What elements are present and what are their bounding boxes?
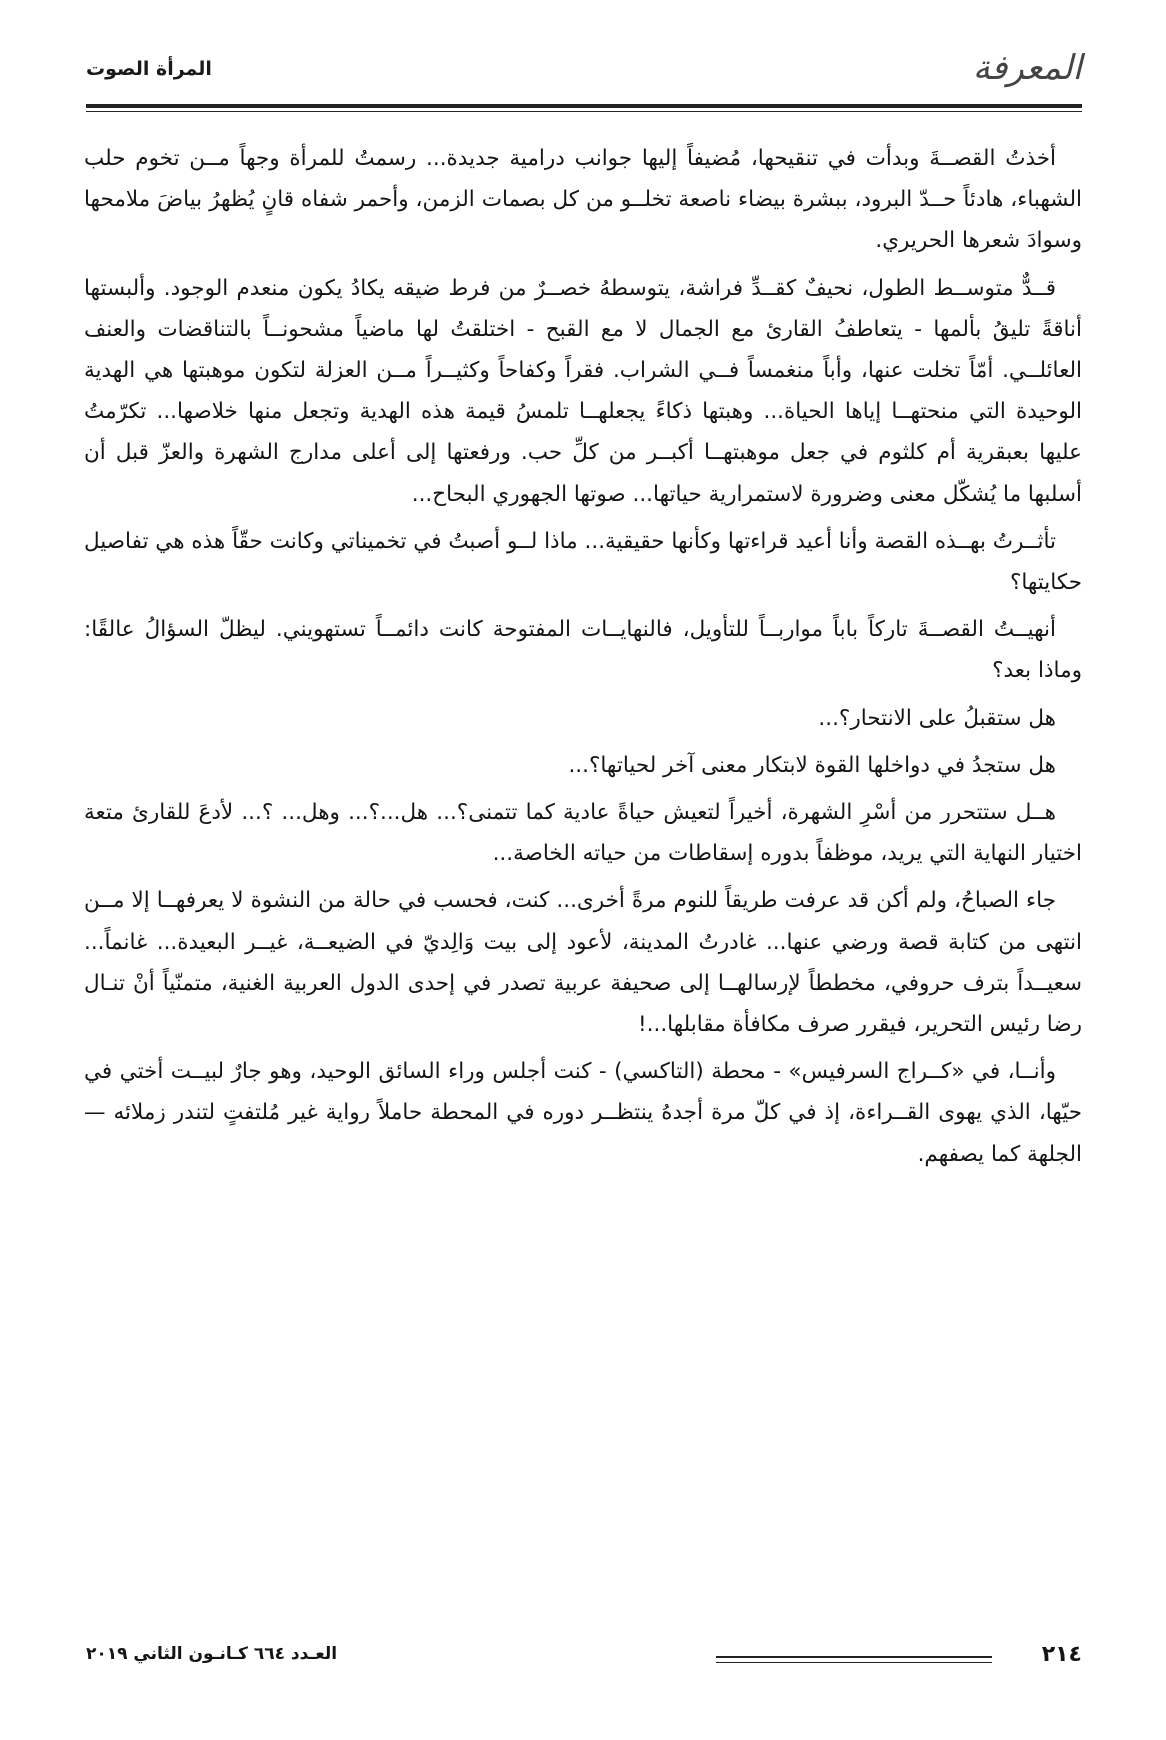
paragraph: وأنــا، في «كــراج السرفيس» - محطة (التاكسي) - كنت أجلس وراء السائق الوحيد، وهو جارٌ لبيــت أختي في حيّها، الذي يهوى القــراءة، إذ في كلّ مرة أجدهُ ينتظــر دوره في المحطة حاملاً رواية غير مُلتفتٍ لتندر زملائه — الجلهة كما يصفهم. (84, 1059, 1082, 1167)
paragraph: جاء الصباحُ، ولم أكن قد عرفت طريقاً للنوم مرةً أخرى... كنت، فحسب في حالة من النشوة لا يعرفهــا إلا مــن انتهى من كتابة قصة ورضي عنها... غادرتُ المدينة، لأعود إلى بيت وَالِديّ في الضيعــة، غيــر البعيدة... غانماً... سعيــداً بترف حروفي، مخططاً لإرسالهــا إلى صحيفة عربية تصدر في إحدى الدول العربية الغنية، متمنّياً أنْ تنـال رضا رئيس التحرير، فيقرر صرف مكافأة مقابلها...! (84, 888, 1082, 1038)
paragraph: تأثــرتُ بهــذه القصة وأنا أعيد قراءتها وكأنها حقيقية... ماذا لــو أصبتُ في تخميناتي وكانت حقّاً هذه هي تفاصيل حكايتها؟ (84, 528, 1082, 596)
issue-info: العـدد ٦٦٤ كـانـون الثاني ٢٠١٩ (86, 1644, 338, 1664)
paragraph: هل ستجدُ في دواخلها القوة لابتكار معنى آخر لحياتها؟... (568, 752, 1056, 778)
article-body (84, 138, 1082, 1181)
header-divider (86, 104, 1082, 108)
paragraph: هل ستقبلُ على الانتحار؟... (818, 705, 1056, 731)
paragraph: هــل ستتحرر من أسْرِ الشهرة، أخيراً لتعيش حياةً عادية كما تتمنى؟... هل...؟... وهل... ؟... لأدعَ للقارئ متعة اختيار النهاية التي يريد، موظفاً بدوره إسقاطات من حياته الخاصة... (84, 800, 1082, 867)
article-title: المرأة الصوت (86, 58, 212, 80)
page-header (86, 48, 1082, 104)
page-footer (86, 1642, 1082, 1676)
journal-logo: المعرفة (972, 48, 1082, 88)
paragraph: أنهيــتُ القصــةَ تاركاً باباً مواربــاً للتأويل، فالنهايــات المفتوحة كانت دائمــاً تستهويني. ليظلّ السؤالُ عالقًا: وماذا بعد؟ (84, 617, 1082, 684)
paragraph: قــدٌّ متوســط الطول، نحيفٌ كقــدِّ فراشة، يتوسطهُ خصــرٌ من فرط ضيقه يكادُ يكون منعدم الوجود. وألبستها أناقةً تليقُ بألمها - يتعاطفُ القارئ مع الجمال لا مع القبح - اختلقتُ لها ماضياً مشحونــاً بالتناقضات والعنف العائلــي. أمّاً تخلت عنها، وأباً منغمساً فــي الشراب. فقراً وكفاحاً وكثيــراً مــن العزلة لتكون موهبتها هي الهدية الوحيدة التي منحتهــا إياها الحياة... وهبتها ذكاءً يجعلهــا تلمسُ قيمة هذه الهدية وتجعل منها خلاصها... تكرّمتُ عليها بعبقرية أم كلثوم في جعل موهبتهــا أكبــر من كلِّ حب. ورفعتها إلى أعلى مدارج الشهرة والعزّ قبل أن أسلبها ما يُشكّل معنى وضرورة لاستمرارية حياتها... صوتها الجهوري البحاح... (84, 275, 1082, 507)
page-number: ٢١٤ (1041, 1642, 1082, 1667)
header-divider-thin (86, 111, 1082, 112)
footer-divider (716, 1656, 992, 1663)
paragraph: أخذتُ القصــةَ وبدأت في تنقيحها، مُضيفاً إليها جوانب درامية جديدة... رسمتُ للمرأة وجهاً مــن تخوم حلب الشهباء، هادئاً حــدّ البرود، ببشرة بيضاء ناصعة تخلــو من كل بصمات الزمن، وأحمر شفاه قانٍ يُظهرُ بياضَ ملامحها وسوادَ شعرها الحريري. (84, 146, 1082, 254)
